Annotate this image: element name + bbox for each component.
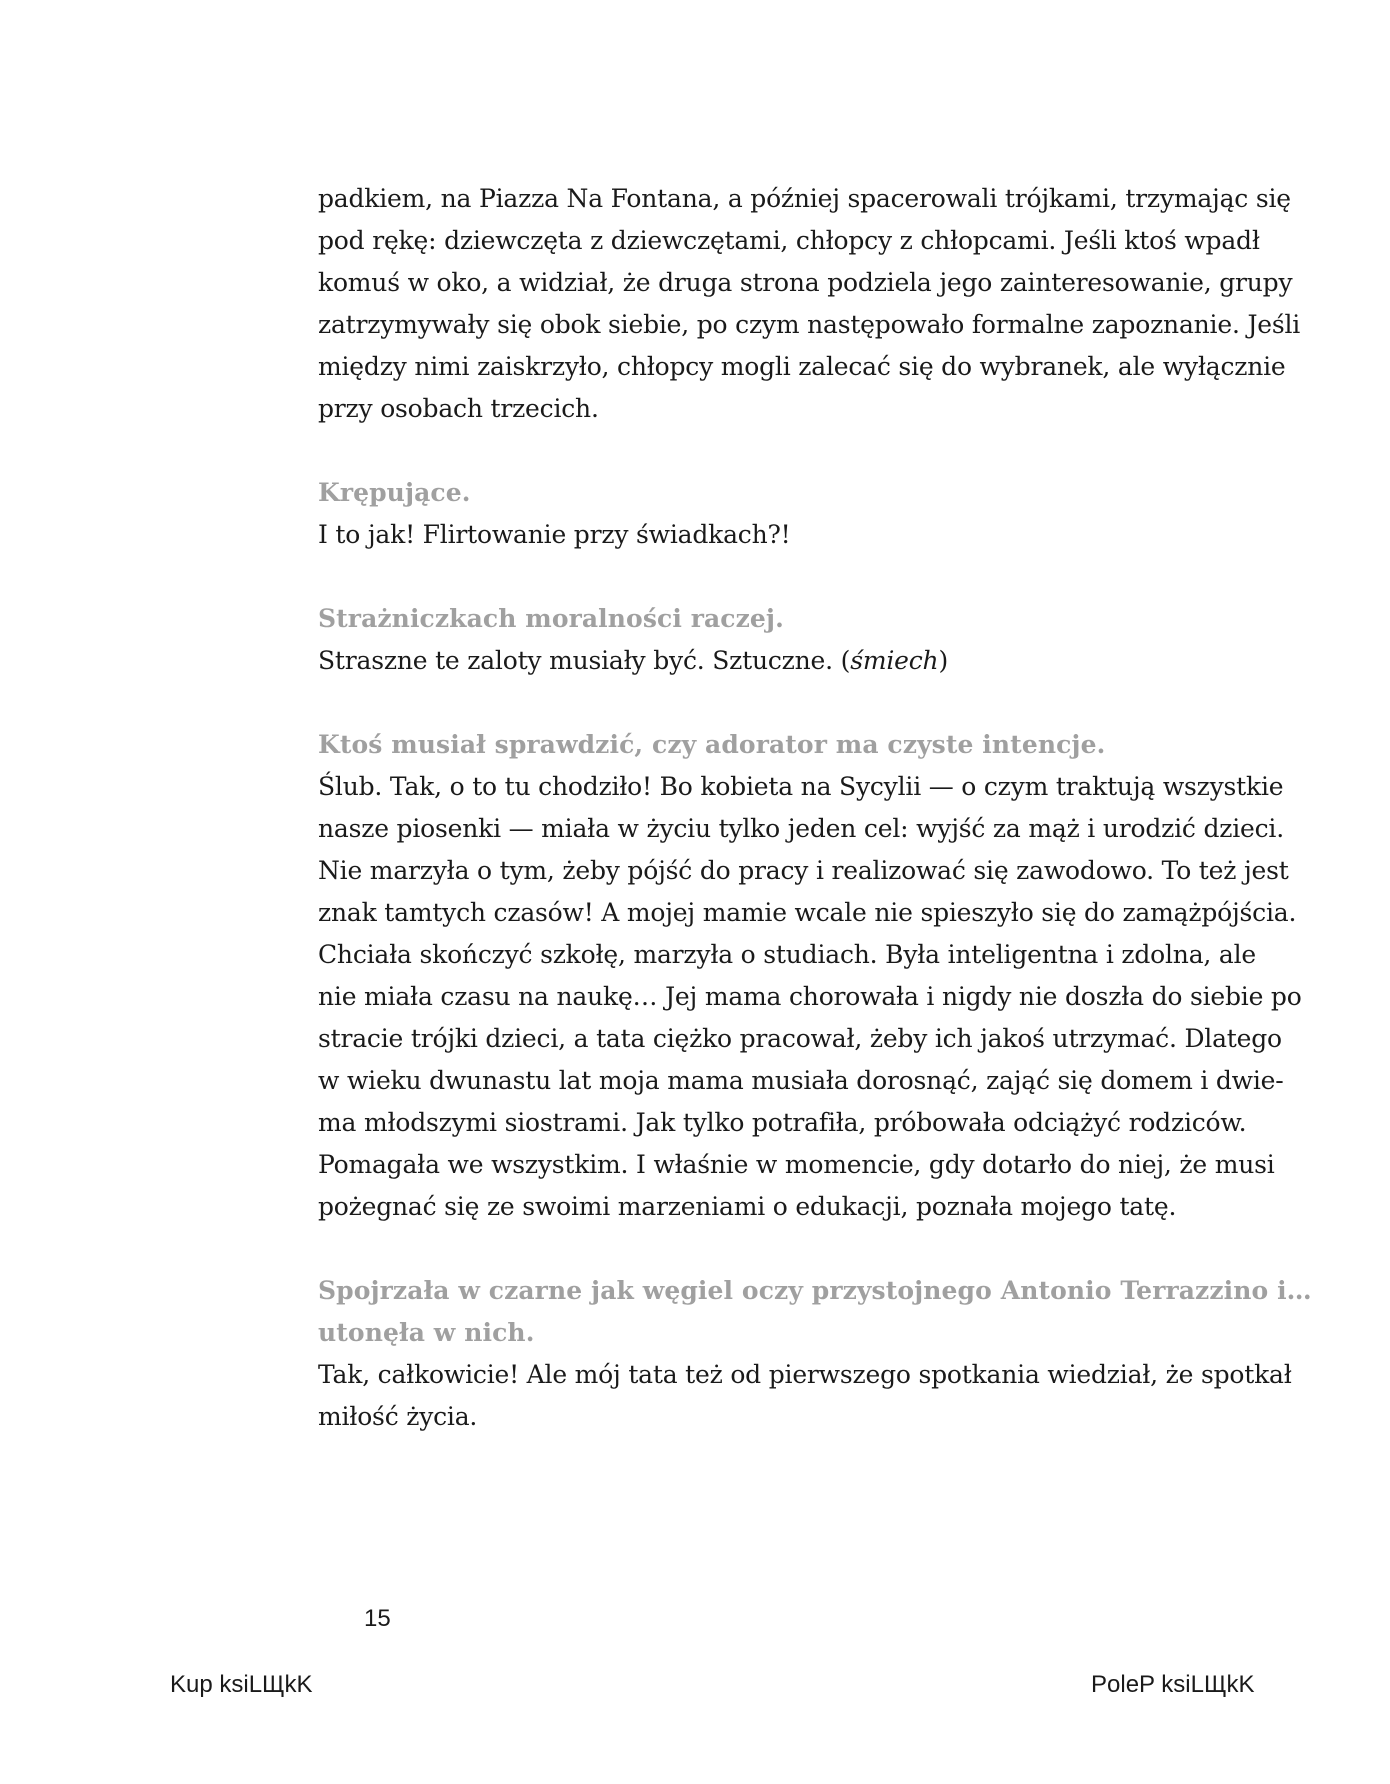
spacer xyxy=(318,682,1178,724)
text-line: Tak, całkowicie! Ale mój tata też od pierwszego spotkania wiedział, że spotkał xyxy=(318,1360,1292,1389)
stage-direction: śmiech xyxy=(850,646,939,675)
text-line: nasze piosenki — miała w życiu tylko jeden cel: wyjść za mąż i urodzić dzieci. xyxy=(318,814,1284,843)
text-line: pod rękę: dziewczęta z dziewczętami, chłopcy z chłopcami. Jeśli ktoś wpadł xyxy=(318,226,1260,255)
interview-question: Ktoś musiał sprawdzić, czy adorator ma czyste intencje. xyxy=(318,730,1106,759)
qa-exchange-1 xyxy=(318,472,1178,556)
text-line: w wieku dwunastu lat moja mama musiała dorosnąć, zająć się domem i dwie- xyxy=(318,1066,1284,1095)
text-line: komuś w oko, a widział, że druga strona podziela jego zainteresowanie, grupy xyxy=(318,268,1293,297)
spacer xyxy=(318,430,1178,472)
spacer xyxy=(318,556,1178,598)
text-line: stracie trójki dzieci, a tata ciężko pracował, żeby ich jakoś utrzymać. Dlatego xyxy=(318,1024,1282,1053)
page-number: 15 xyxy=(364,1605,391,1632)
rate-book-link[interactable]: PoleP ksiLЩkK xyxy=(1091,1671,1255,1698)
text-line: znak tamtych czasów! A mojej mamie wcale nie spieszyło się do zamążpójścia. xyxy=(318,898,1297,927)
interview-question: Strażniczkach moralności raczej. xyxy=(318,604,784,633)
text-line: zatrzymywały się obok siebie, po czym następowało formalne zapoznanie. Jeśli xyxy=(318,310,1301,339)
text-line: Chciała skończyć szkołę, marzyła o studiach. Była inteligentna i zdolna, ale xyxy=(318,940,1256,969)
answer-text-close: ) xyxy=(938,646,948,675)
paragraph-continuation xyxy=(318,178,1301,430)
interview-question: utonęła w nich. xyxy=(318,1318,535,1347)
text-line: Pomagała we wszystkim. I właśnie w momencie, gdy dotarło do niej, że musi xyxy=(318,1150,1275,1179)
answer-text: Straszne te zaloty musiały być. Sztuczne. ( xyxy=(318,646,851,675)
interview-answer xyxy=(318,640,1178,682)
text-line: nie miała czasu na naukę… Jej mama chorowała i nigdy nie doszła do siebie po xyxy=(318,982,1302,1011)
text-line: miłość życia. xyxy=(318,1402,478,1431)
interview-question: Spojrzała w czarne jak węgiel oczy przystojnego Antonio Terrazzino i… xyxy=(318,1276,1312,1305)
text-line: przy osobach trzecich. xyxy=(318,394,599,423)
spacer xyxy=(318,1228,1178,1270)
text-line: Ślub. Tak, o to tu chodziło! Bo kobieta na Sycylii — o czym traktują wszystkie xyxy=(318,772,1284,801)
qa-exchange-2 xyxy=(318,598,1178,682)
qa-exchange-4 xyxy=(318,1270,1312,1438)
buy-book-link[interactable]: Kup ksiLЩkK xyxy=(170,1671,313,1698)
text-column xyxy=(318,178,1312,1438)
qa-exchange-3 xyxy=(318,724,1302,1228)
interview-answer: I to jak! Flirtowanie przy świadkach?! xyxy=(318,520,791,549)
interview-question: Krępujące. xyxy=(318,478,471,507)
text-line: Nie marzyła o tym, żeby pójść do pracy i realizować się zawodowo. To też jest xyxy=(318,856,1289,885)
text-line: padkiem, na Piazza Na Fontana, a później spacerowali trójkami, trzymając się xyxy=(318,184,1291,213)
text-line: ma młodszymi siostrami. Jak tylko potrafiła, próbowała odciążyć rodziców. xyxy=(318,1108,1247,1137)
text-line: pożegnać się ze swoimi marzeniami o edukacji, poznała mojego tatę. xyxy=(318,1192,1177,1221)
text-line: między nimi zaiskrzyło, chłopcy mogli zalecać się do wybranek, ale wyłącznie xyxy=(318,352,1286,381)
